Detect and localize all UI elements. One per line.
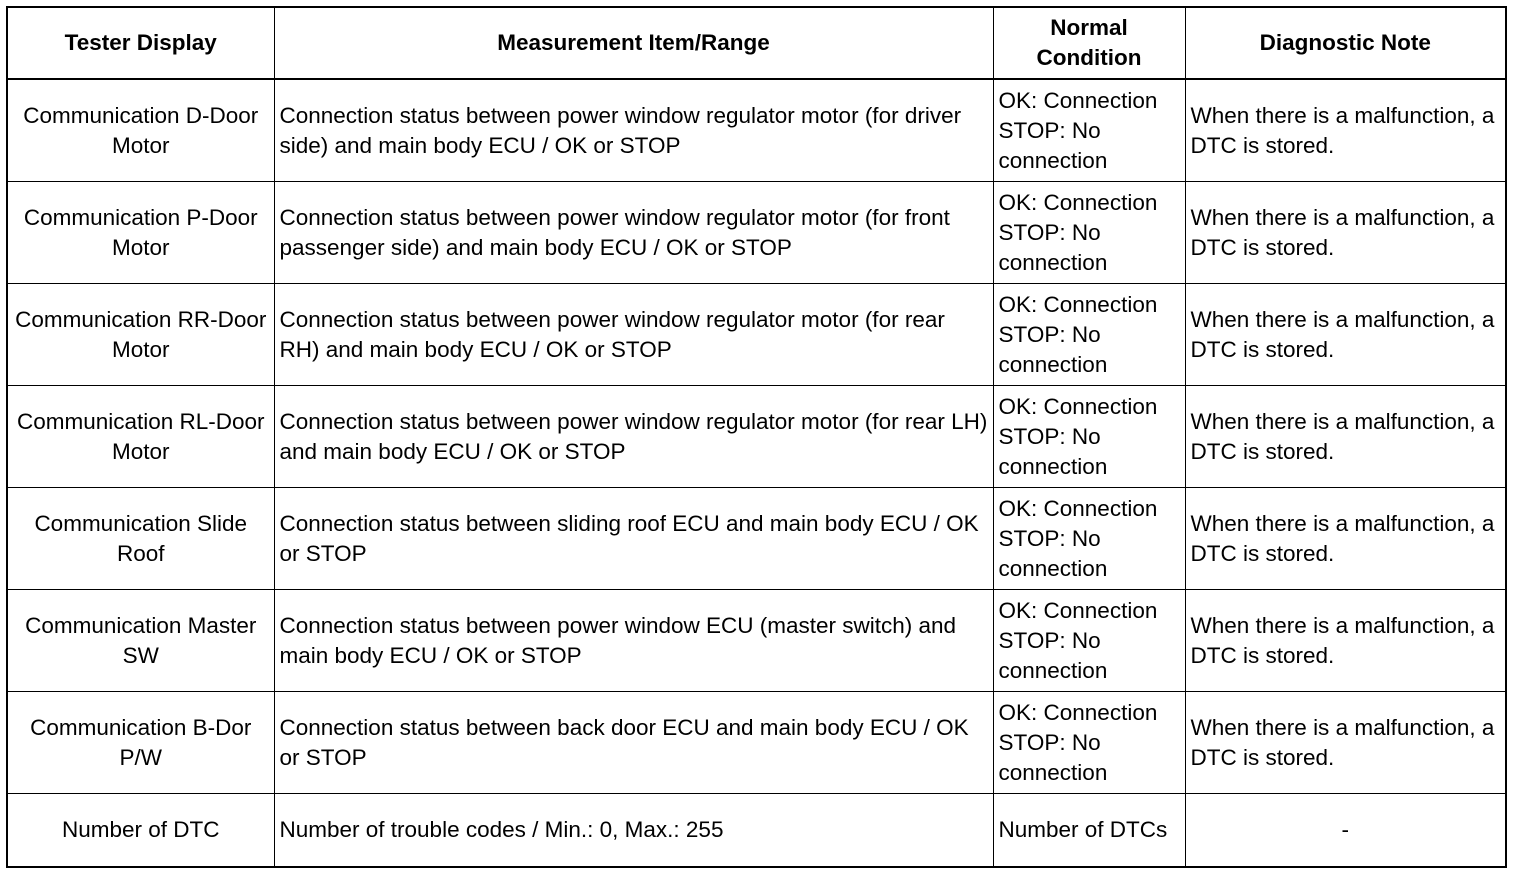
diagnostic-note-cell: When there is a malfunction, a DTC is stored.: [1185, 182, 1505, 284]
table-row: [8, 182, 1505, 284]
tester-display-cell: Communication D-Door Motor: [8, 79, 274, 182]
table-row: [8, 284, 1505, 386]
table-row: [8, 386, 1505, 488]
measurement-cell: Connection status between power window regulator motor (for front passenger side) and main body ECU / OK or STOP: [274, 182, 993, 284]
measurement-cell: Connection status between power window regulator motor (for rear LH) and main body ECU / OK or STOP: [274, 386, 993, 488]
tester-display-cell: Communication RR-Door Motor: [8, 284, 274, 386]
header-tester-display: Tester Display: [8, 8, 274, 79]
header-row: [8, 8, 1505, 79]
diagnostic-note-cell: When there is a malfunction, a DTC is stored.: [1185, 590, 1505, 692]
tester-display-cell: Communication RL-Door Motor: [8, 386, 274, 488]
diagnostic-note-cell: -: [1185, 794, 1505, 867]
tester-display-cell: Communication P-Door Motor: [8, 182, 274, 284]
normal-condition-cell: OK: Connection STOP: No connection: [993, 590, 1185, 692]
tester-display-cell: Communication B-Dor P/W: [8, 692, 274, 794]
data-list-table: [8, 8, 1505, 866]
normal-condition-cell: OK: Connection STOP: No connection: [993, 284, 1185, 386]
normal-condition-cell: Number of DTCs: [993, 794, 1185, 867]
normal-condition-cell: OK: Connection STOP: No connection: [993, 182, 1185, 284]
normal-condition-cell: OK: Connection STOP: No connection: [993, 386, 1185, 488]
measurement-cell: Connection status between power window regulator motor (for rear RH) and main body ECU / OK or STOP: [274, 284, 993, 386]
tester-display-cell: Communication Slide Roof: [8, 488, 274, 590]
table-row: [8, 488, 1505, 590]
tester-display-cell: Number of DTC: [8, 794, 274, 867]
table-row: [8, 79, 1505, 182]
normal-condition-cell: OK: Connection STOP: No connection: [993, 79, 1185, 182]
diagnostic-note-cell: When there is a malfunction, a DTC is stored.: [1185, 488, 1505, 590]
measurement-cell: Connection status between power window regulator motor (for driver side) and main body ECU / OK or STOP: [274, 79, 993, 182]
header-measurement-item-range: Measurement Item/Range: [274, 8, 993, 79]
normal-condition-cell: OK: Connection STOP: No connection: [993, 692, 1185, 794]
measurement-cell: Number of trouble codes / Min.: 0, Max.: 255: [274, 794, 993, 867]
table-row: [8, 794, 1505, 867]
measurement-cell: Connection status between sliding roof ECU and main body ECU / OK or STOP: [274, 488, 993, 590]
table-row: [8, 590, 1505, 692]
diagnostic-note-cell: When there is a malfunction, a DTC is stored.: [1185, 692, 1505, 794]
measurement-cell: Connection status between back door ECU and main body ECU / OK or STOP: [274, 692, 993, 794]
table-row: [8, 692, 1505, 794]
diagnostic-note-cell: When there is a malfunction, a DTC is stored.: [1185, 284, 1505, 386]
measurement-cell: Connection status between power window ECU (master switch) and main body ECU / OK or STOP: [274, 590, 993, 692]
tester-display-cell: Communication Master SW: [8, 590, 274, 692]
normal-condition-cell: OK: Connection STOP: No connection: [993, 488, 1185, 590]
diagnostic-note-cell: When there is a malfunction, a DTC is stored.: [1185, 386, 1505, 488]
header-diagnostic-note: Diagnostic Note: [1185, 8, 1505, 79]
header-normal-condition: Normal Condition: [993, 8, 1185, 79]
data-list-table-frame: [6, 6, 1507, 868]
diagnostic-note-cell: When there is a malfunction, a DTC is stored.: [1185, 79, 1505, 182]
